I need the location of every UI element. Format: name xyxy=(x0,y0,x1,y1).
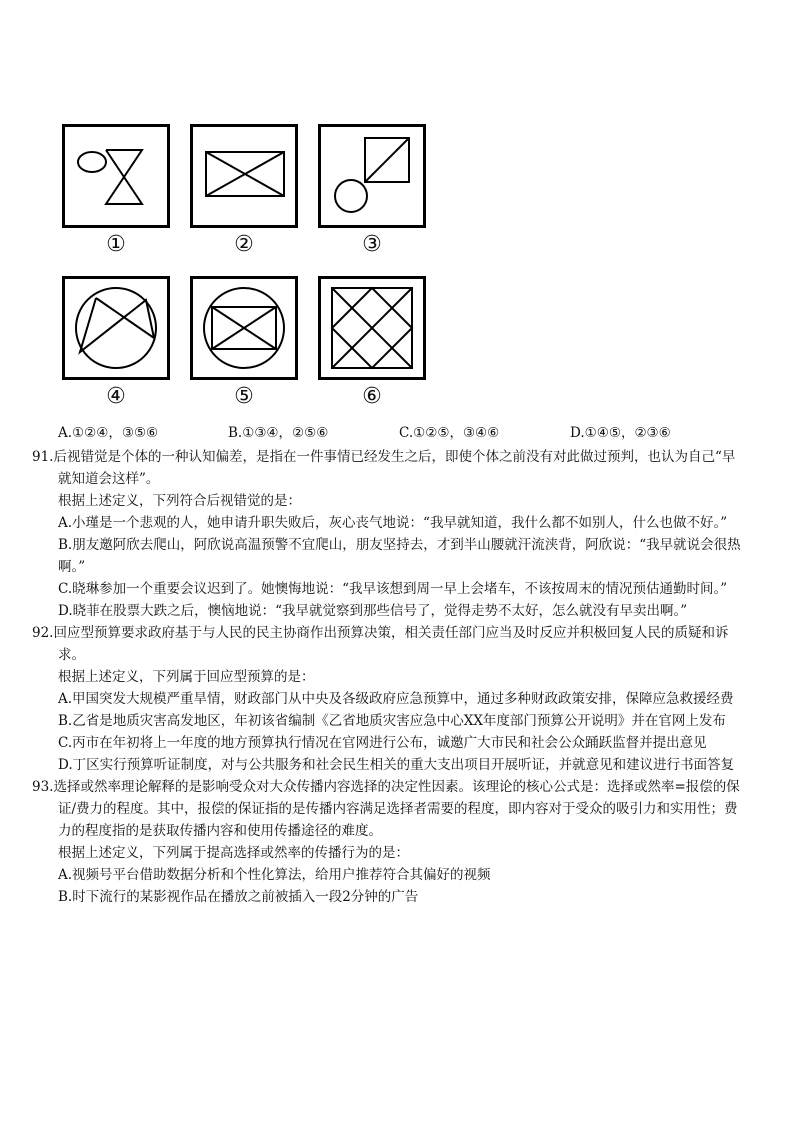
figure-panel xyxy=(0,0,800,420)
figure-1 xyxy=(62,124,170,228)
q93-option-b: B.时下流行的某影视作品在播放之前被插入一段2分钟的广告 xyxy=(58,889,419,905)
figure-5-label: ⑤ xyxy=(234,384,254,409)
figure-2 xyxy=(190,124,298,228)
figure-6 xyxy=(318,276,426,380)
q90-option-b: B.①③④，②⑤⑥ xyxy=(228,425,329,441)
q91-option-c: C.晓琳参加一个重要会议迟到了。她懊悔地说：“我早该想到周一早上会堵车，不该按周末的情况预估通勤时间。” xyxy=(58,581,728,597)
figure-4 xyxy=(62,276,170,380)
q90-option-d: D.①④⑤，②③⑥ xyxy=(570,425,671,441)
figure-3 xyxy=(318,124,426,228)
figure-5 xyxy=(190,276,298,380)
q92-option-b: B.乙省是地质灾害高发地区，年初该省编制《乙省地质灾害应急中心XX年度部门预算公开说明》并在官网上发布 xyxy=(58,713,726,729)
figure-6-label: ⑥ xyxy=(362,384,382,409)
q90-option-a: A.①②④，③⑤⑥ xyxy=(58,425,159,441)
question-text xyxy=(32,446,748,908)
q91-prompt: 根据上述定义，下列符合后视错觉的是： xyxy=(58,493,301,509)
q91-option-a: A.小瑾是一个悲观的人，她申请升职失败后，灰心丧气地说：“我早就知道，我什么都不如别人，什么也做不好。” xyxy=(58,515,728,531)
q93-stem: 93.选择或然率理论解释的是影响受众对大众传播内容选择的决定性因素。该理论的核心公式是：选择或然率=报偿的保证/费力的程度。其中，报偿的保证指的是传播内容满足选择者需要的程度，即内容对于受众的吸引力和实用性；费力的程度指的是获取传播内容和使用传播途径的难度。 xyxy=(32,779,740,839)
q91-option-b: B.朋友邀阿欣去爬山，阿欣说高温预警不宜爬山，朋友坚持去，才到半山腰就汗流浃背，阿欣说：“我早就说会很热啊。” xyxy=(58,537,741,575)
figure-4-label: ④ xyxy=(106,384,126,409)
q92-stem: 92.回应型预算要求政府基于与人民的民主协商作出预算决策，相关责任部门应当及时反应并积极回复人民的质疑和诉求。 xyxy=(32,625,729,663)
q92-option-c: C.丙市在年初将上一年度的地方预算执行情况在官网进行公布，诚邀广大市民和社会公众踊跃监督并提出意见 xyxy=(58,735,707,751)
q93-option-a: A.视频号平台借助数据分析和个性化算法，给用户推荐符合其偏好的视频 xyxy=(58,867,491,883)
question-93 xyxy=(32,776,748,908)
q92-option-a: A.甲国突发大规模严重旱情，财政部门从中央及各级政府应急预算中，通过多种财政政策安排，保障应急救援经费 xyxy=(58,691,734,707)
figure-1-label: ① xyxy=(106,232,126,257)
figure-2-label: ② xyxy=(234,232,254,257)
question-92 xyxy=(32,622,748,776)
q91-option-d: D.晓菲在股票大跌之后，懊恼地说：“我早就觉察到那些信号了，觉得走势不太好，怎么就没有早卖出啊。” xyxy=(58,603,688,619)
q92-prompt: 根据上述定义，下列属于回应型预算的是： xyxy=(58,669,315,685)
question-91 xyxy=(32,446,748,622)
q92-option-d: D.丁区实行预算听证制度，对与公共服务和社会民生相关的重大支出项目开展听证，并就意见和建议进行书面答复 xyxy=(58,757,735,773)
q91-stem: 91.后视错觉是个体的一种认知偏差，是指在一件事情已经发生之后，即使个体之前没有对此做过预判，也认为自己“早就知道会这样”。 xyxy=(32,449,736,487)
figure-3-label: ③ xyxy=(362,232,382,257)
q90-option-c: C.①②⑤，③④⑥ xyxy=(399,425,500,441)
q93-prompt: 根据上述定义，下列属于提高选择或然率的传播行为的是： xyxy=(58,845,409,861)
